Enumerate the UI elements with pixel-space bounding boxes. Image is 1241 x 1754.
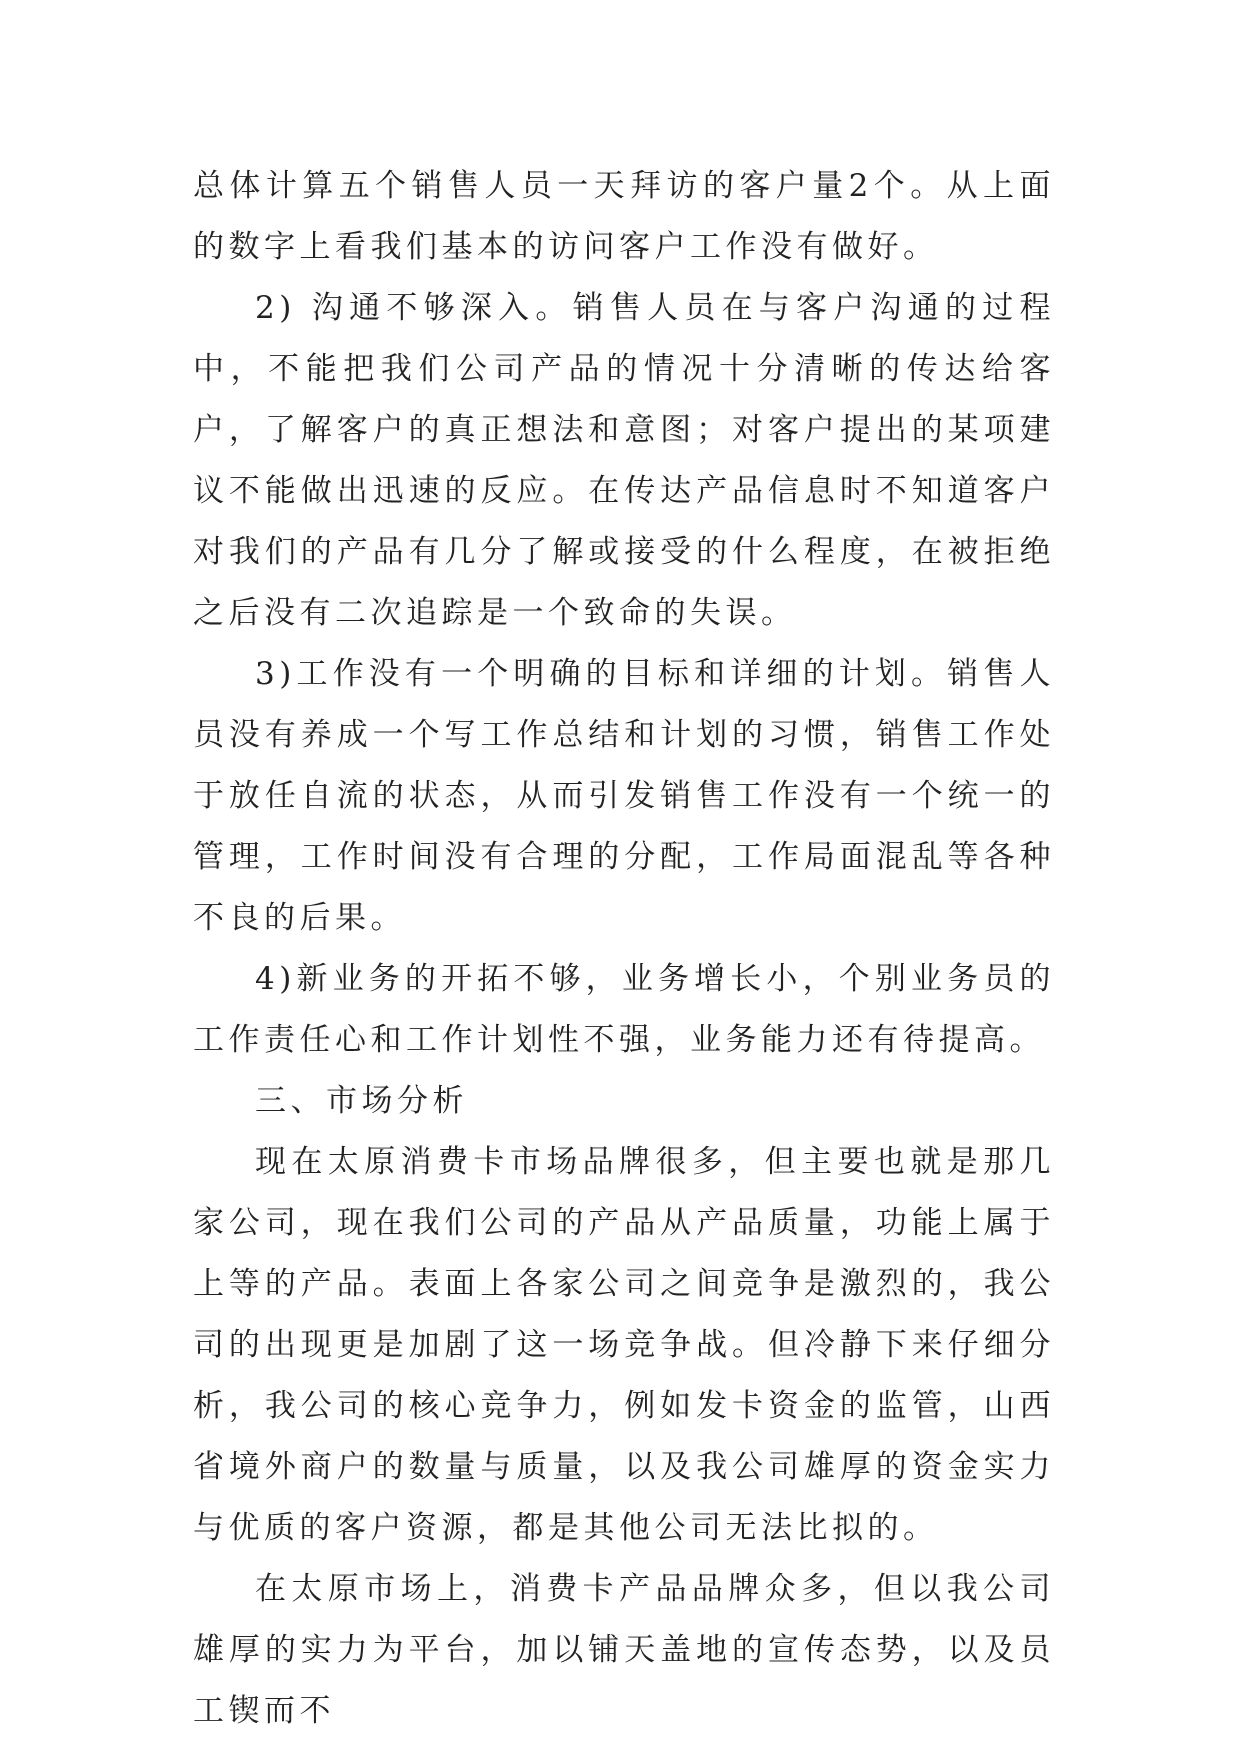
paragraph-1: 总体计算五个销售人员一天拜访的客户量2个。从上面的数字上看我们基本的访问客户工作没有做好。	[193, 168, 1055, 265]
paragraph-3: 3)工作没有一个明确的目标和详细的计划。销售人员没有养成一个写工作总结和计划的习惯，销售工作处于放任自流的状态，从而引发销售工作没有一个统一的管理，工作时间没有合理的分配，工作局面混乱等各种不良的后果。	[193, 656, 1055, 936]
paragraph-5: 现在太原消费卡市场品牌很多，但主要也就是那几家公司，现在我们公司的产品从产品质量，功能上属于上等的产品。表面上各家公司之间竞争是激烈的，我公司的出现更是加剧了这一场竞争战。但冷静下来仔细分析，我公司的核心竞争力，例如发卡资金的监管，山西省境外商户的数量与质量，以及我公司雄厚的资金实力与优质的客户资源，都是其他公司无法比拟的。	[193, 1144, 1055, 1546]
paragraph-2: 2) 沟通不够深入。销售人员在与客户沟通的过程中，不能把我们公司产品的情况十分清晰的传达给客户，了解客户的真正想法和意图；对客户提出的某项建议不能做出迅速的反应。在传达产品信息时不知道客户对我们的产品有几分了解或接受的什么程度，在被拒绝之后没有二次追踪是一个致命的失误。	[193, 290, 1055, 631]
section-heading: 三、市场分析	[255, 1083, 468, 1119]
document-body	[193, 156, 1055, 1742]
paragraph-4: 4)新业务的开拓不够，业务增长小，个别业务员的工作责任心和工作计划性不强，业务能力还有待提高。	[193, 961, 1055, 1058]
paragraph-6: 在太原市场上，消费卡产品品牌众多，但以我公司雄厚的实力为平台，加以铺天盖地的宣传态势，以及员工锲而不	[193, 1571, 1055, 1729]
